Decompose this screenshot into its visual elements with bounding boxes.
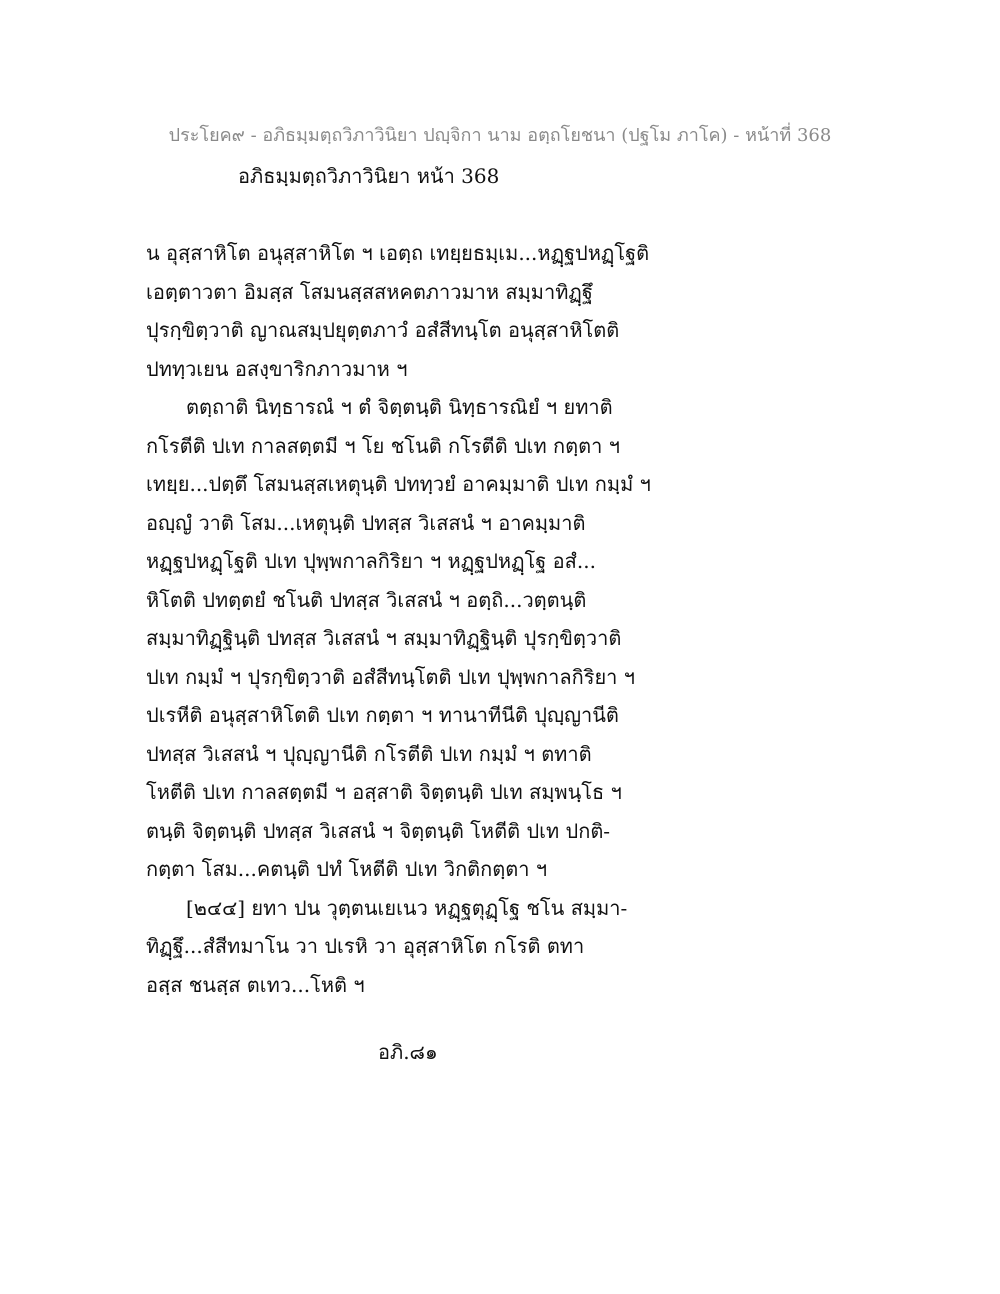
text-line: กโรตีติ ปเท กาลสตฺตมี ฯ โย ชโนติ กโรตีติ ปเท กตฺตา ฯ xyxy=(146,433,620,458)
text-line: โหตีติ ปเท กาลสตฺตมี ฯ อสฺสาติ จิตฺตนฺติ ปเท สมฺพนฺโธ ฯ xyxy=(146,780,622,804)
text-line: ปุรกฺขิตฺวาติ ญาณสมฺปยุตฺตภาวํ อสํสีทนฺโต อนุสฺสาหิโตติ xyxy=(146,318,620,342)
text-line: หฏฺฐปหฏฺโฐติ ปเท ปุพฺพกาลกิริยา ฯ หฏฺฐปหฏฺโฐ อสํ... xyxy=(146,549,596,573)
text-line: ปเท กมฺมํ ฯ ปุรกฺขิตฺวาติ อสํสีทนฺโตติ ปเท ปุพฺพกาลกิริยา ฯ xyxy=(146,664,635,689)
text-line: [๒๔๔] ยทา ปน วุตฺตนเยเนว หฏฺฐตุฏฺโฐ ชโน สมฺมา- xyxy=(186,895,628,920)
text-line: ปทสฺส วิเสสนํ ฯ ปุญฺญานีติ กโรตีติ ปเท กมฺมํ ฯ ตทาติ xyxy=(146,741,592,766)
page-footer: อภิ.๘๑ xyxy=(378,1040,438,1064)
text-line: ตนฺติ จิตฺตนฺติ ปทสฺส วิเสสนํ ฯ จิตฺตนฺติ โหตีติ ปเท ปกติ- xyxy=(146,818,611,843)
text-line: สมฺมาทิฏฺฐินฺติ ปทสฺส วิเสสนํ ฯ สมฺมาทิฏฺฐินฺติ ปุรกฺขิตฺวาติ xyxy=(146,626,622,650)
text-line: เอตฺตาวตา อิมสฺส โสมนสฺสสหคตภาวมาห สมฺมาทิฏฺฐึ xyxy=(146,279,593,304)
text-line: ตตฺถาติ นิทฺธารณํ ฯ ตํ จิตฺตนฺติ นิทฺธารณิยํ ฯ ยทาติ xyxy=(186,395,613,419)
text-line: ทิฏฺฐึ...สํสีทมาโน วา ปเรหิ วา อุสฺสาหิโต กโรติ ตทา xyxy=(146,934,585,958)
body-text xyxy=(146,234,666,1004)
page-title: อภิธมฺมตฺถวิภาวินิยา หน้า 368 xyxy=(238,164,500,188)
text-line: เทยฺย...ปตฺตึ โสมนสฺสเหตุนฺติ ปททฺวยํ อาคมฺมาติ ปเท กมฺมํ ฯ xyxy=(146,472,651,496)
text-line: ปเรหีติ อนุสฺสาหิโตติ ปเท กตฺตา ฯ ทานาทีนีติ ปุญฺญานีติ xyxy=(146,703,619,727)
running-header: ประโยค๙ - อภิธมฺมตฺถวิภาวินิยา ปญฺจิกา นาม อตฺถโยชนา (ปฐโม ภาโค) - หน้าที่ 368 xyxy=(168,125,832,146)
text-line: อญฺญํ วาติ โสม...เหตุนฺติ ปทสฺส วิเสสนํ ฯ อาคมฺมาติ xyxy=(146,510,586,535)
text-line: หิโตติ ปทตฺตยํ ชโนติ ปทสฺส วิเสสนํ ฯ อตฺถิ...วตฺตนฺติ xyxy=(146,587,587,612)
text-line: น อุสฺสาหิโต อนุสฺสาหิโต ฯ เอตฺถ เทยฺยธมฺเม...หฏฺฐปหฏฺโฐติ xyxy=(146,241,650,265)
text-line: ปททฺวเยน อสงฺขาริกภาวมาห ฯ xyxy=(146,356,408,381)
text-line: กตฺตา โสม...คตนฺติ ปทํ โหตีติ ปเท วิกติกตฺตา ฯ xyxy=(146,857,548,881)
text-line: อสฺส ชนสฺส ตเทว...โหติ ฯ xyxy=(146,972,365,997)
